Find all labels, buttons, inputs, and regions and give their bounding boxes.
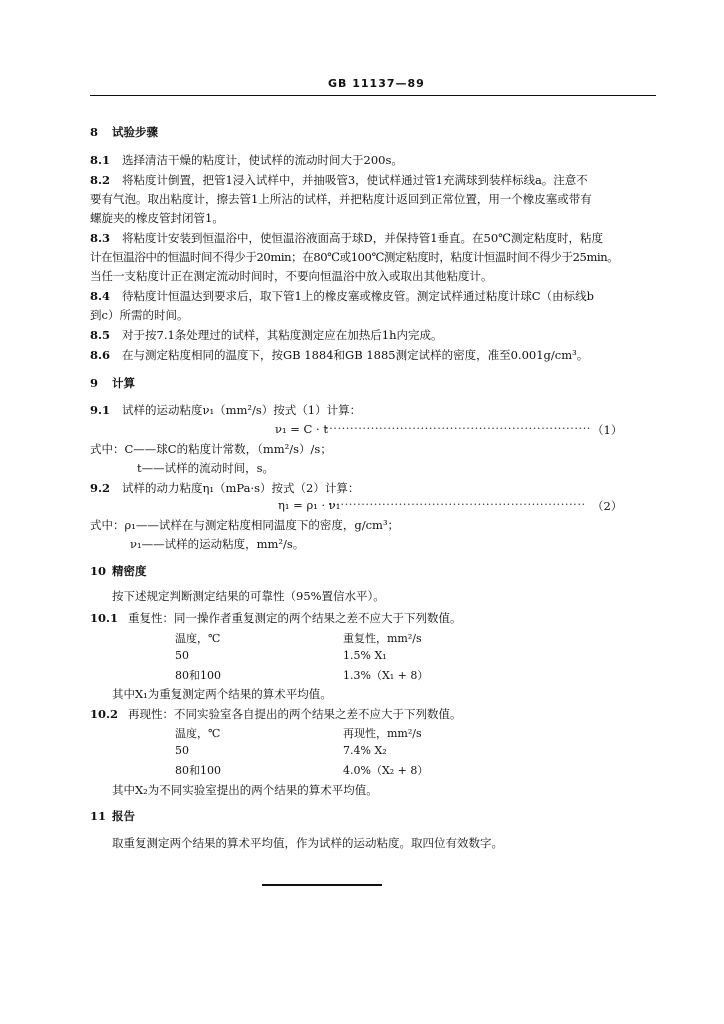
reprod-note: 其中X₂为不同实验室提出的两个结果的算术平均值。 bbox=[112, 783, 378, 797]
clause-9-1: 9.1 试样的运动粘度ν₁（mm²/s）按式（1）计算： bbox=[90, 403, 362, 417]
report-text: 取重复测定两个结果的算术平均值，作为试样的运动粘度。取四位有效数字。 bbox=[112, 836, 503, 850]
reprod-row-2-temp: 80和100 bbox=[175, 764, 221, 777]
where-2-line2: ν₁——试样的运动粘度，mm²/s。 bbox=[130, 537, 305, 551]
formula-1-leader: ································································ bbox=[325, 421, 591, 435]
clause-8-3: 8.3 将粘度计安装到恒温浴中，使恒温浴液面高于球D，并保持管1垂直。在50℃测定粘度时，粘度 bbox=[90, 231, 604, 245]
clause-8-3-line2: 计在恒温浴中的恒温时间不得少于20min；在80℃或100℃测定粘度时，粘度计恒温时间不得少于25min。 bbox=[90, 250, 619, 264]
header-rule bbox=[90, 95, 656, 96]
formula-1-tag: （1） bbox=[592, 423, 623, 437]
reprod-row-1-value: 7.4% X₂ bbox=[343, 744, 387, 757]
clause-8-5: 8.5 对于按7.1条处理过的试样，其粘度测定应在加热后1h内完成。 bbox=[90, 328, 443, 342]
reprod-head-temp: 温度，℃ bbox=[175, 727, 221, 740]
where-1-line2: t——试样的流动时间，s。 bbox=[137, 461, 275, 475]
reprod-head-value: 再现性，mm²/s bbox=[343, 727, 422, 740]
clause-10-1: 10.1 重复性：同一操作者重复测定的两个结果之差不应大于下列数值。 bbox=[90, 611, 462, 625]
repeat-row-1-value: 1.5% X₁ bbox=[343, 649, 387, 662]
repeat-head-value: 重复性，mm²/s bbox=[343, 632, 422, 645]
where-1-line1: 式中：C——球C的粘度计常数，（mm²/s）/s； bbox=[90, 442, 332, 456]
clause-8-2-line2: 要有气泡。取出粘度计，擦去管1上所沾的试样，并把粘度计返回到正常位置，用一个橡皮塞或带有 bbox=[90, 192, 592, 206]
clause-8-2-line3: 螺旋夹的橡皮管封闭管1。 bbox=[90, 211, 224, 225]
clause-9-2: 9.2 试样的动力粘度η₁（mPa·s）按式（2）计算： bbox=[90, 481, 360, 495]
clause-8-4: 8.4 待粘度计恒温达到要求后，取下管1上的橡皮塞或橡皮管。测定试样通过粘度计球C（由标线b bbox=[90, 289, 594, 303]
formula-2-leader: ······························································ bbox=[328, 497, 586, 511]
section-9-heading: 9 计算 bbox=[90, 376, 135, 390]
section-8-heading: 8 试验步骤 bbox=[90, 125, 158, 139]
end-rule bbox=[262, 884, 382, 886]
reprod-row-1-temp: 50 bbox=[175, 744, 189, 757]
repeat-row-2-temp: 80和100 bbox=[175, 669, 221, 682]
reprod-row-2-value: 4.0%（X₂ + 8） bbox=[343, 764, 429, 777]
clause-8-2: 8.2 将粘度计倒置，把管1浸入试样中，并抽吸管3，使试样通过管1充满球到装样标线a。注意不 bbox=[90, 173, 588, 187]
repeat-row-1-temp: 50 bbox=[175, 649, 189, 662]
section-10-heading: 10 精密度 bbox=[90, 564, 147, 578]
precision-intro: 按下述规定判断测定结果的可靠性（95%置信水平）。 bbox=[112, 589, 385, 603]
formula-2: η₁ = ρ₁ · ν₁ bbox=[278, 498, 341, 512]
where-2-line1: 式中：ρ₁——试样在与测定粘度相同温度下的密度，g/cm³； bbox=[90, 518, 400, 532]
clause-8-1: 8.1 选择清洁干燥的粘度计，使试样的流动时间大于200s。 bbox=[90, 153, 403, 167]
clause-8-6: 8.6 在与测定粘度相同的温度下，按GB 1884和GB 1885测定试样的密度，准至0.001g/cm³。 bbox=[90, 348, 589, 362]
formula-1: ν₁ = C · t bbox=[275, 422, 328, 436]
clause-8-4-line2: 到c）所需的时间。 bbox=[90, 308, 189, 322]
clause-10-2: 10.2 再现性：不同实验室各自提出的两个结果之差不应大于下列数值。 bbox=[90, 707, 462, 721]
formula-2-tag: （2） bbox=[592, 499, 623, 513]
repeat-note: 其中X₁为重复测定两个结果的算术平均值。 bbox=[112, 687, 332, 701]
section-11-heading: 11 报告 bbox=[90, 809, 135, 823]
repeat-head-temp: 温度，℃ bbox=[175, 632, 221, 645]
clause-8-3-line3: 当任一支粘度计正在测定流动时间时，不要向恒温浴中放入或取出其他粘度计。 bbox=[90, 269, 493, 283]
repeat-row-2-value: 1.3%（X₁ + 8） bbox=[343, 669, 429, 682]
standard-code: GB 11137—89 bbox=[328, 77, 425, 90]
